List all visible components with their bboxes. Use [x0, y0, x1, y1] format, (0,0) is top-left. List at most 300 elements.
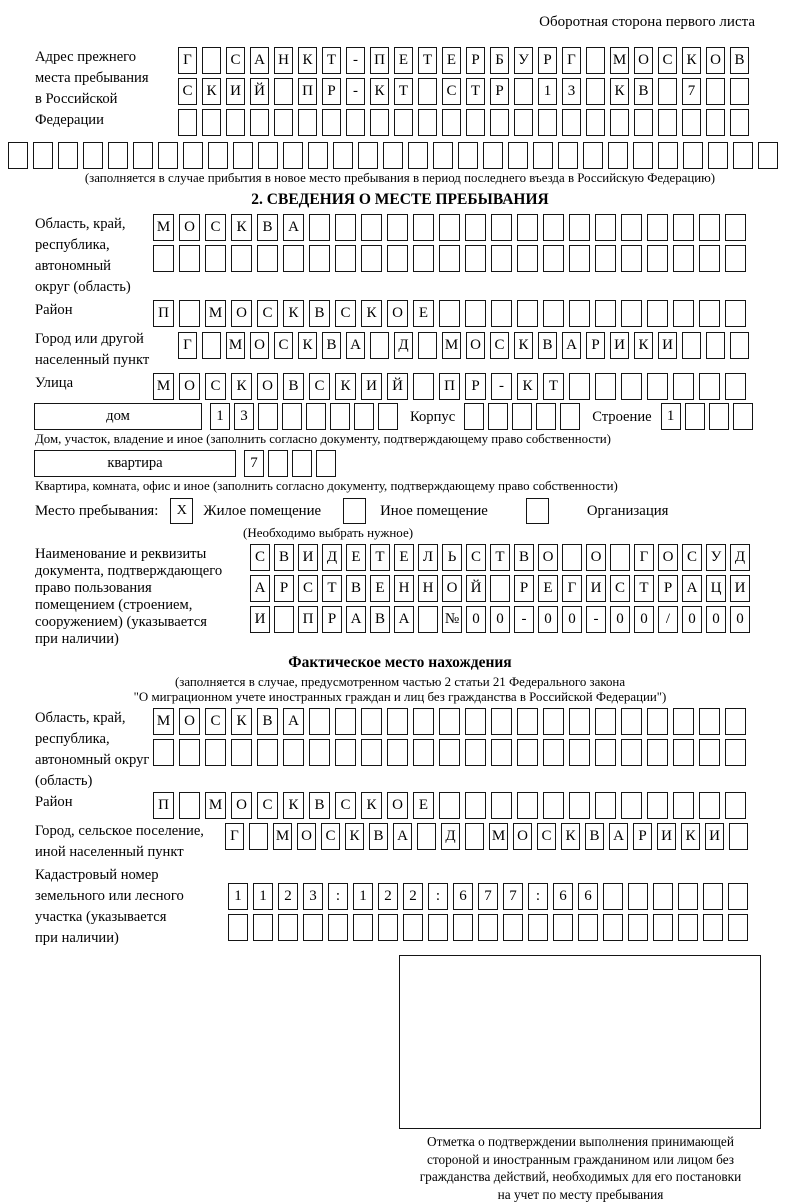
char-box[interactable] [733, 403, 753, 430]
char-box[interactable] [653, 883, 673, 910]
char-box[interactable] [621, 739, 642, 766]
char-box[interactable] [528, 914, 548, 941]
char-box[interactable]: О [658, 544, 678, 571]
char-box[interactable]: О [586, 544, 606, 571]
char-box[interactable] [8, 142, 28, 169]
char-box[interactable] [179, 245, 200, 272]
char-box[interactable]: С [257, 300, 278, 327]
char-box[interactable]: : [528, 883, 548, 910]
char-box[interactable] [586, 47, 605, 74]
char-box[interactable] [306, 403, 326, 430]
char-box[interactable]: К [231, 708, 252, 735]
char-box[interactable] [465, 300, 486, 327]
char-box[interactable] [488, 403, 508, 430]
char-box[interactable] [466, 109, 485, 136]
char-box[interactable]: 7 [244, 450, 264, 477]
char-box[interactable]: С [205, 708, 226, 735]
char-box[interactable] [685, 403, 705, 430]
char-box[interactable]: О [387, 792, 408, 819]
char-box[interactable] [453, 914, 473, 941]
char-box[interactable]: Е [538, 575, 558, 602]
char-box[interactable] [383, 142, 403, 169]
char-box[interactable]: Ь [442, 544, 462, 571]
char-box[interactable]: И [658, 332, 677, 359]
char-box[interactable]: С [442, 78, 461, 105]
char-box[interactable]: С [257, 792, 278, 819]
char-box[interactable]: Д [730, 544, 750, 571]
char-box[interactable] [439, 300, 460, 327]
char-box[interactable] [292, 450, 312, 477]
char-box[interactable]: Р [465, 373, 486, 400]
char-box[interactable] [725, 300, 746, 327]
char-box[interactable] [490, 109, 509, 136]
char-box[interactable]: А [682, 575, 702, 602]
char-box[interactable] [569, 245, 590, 272]
char-box[interactable]: М [205, 300, 226, 327]
char-box[interactable] [621, 245, 642, 272]
char-box[interactable] [413, 373, 434, 400]
char-box[interactable]: О [179, 373, 200, 400]
char-box[interactable] [458, 142, 478, 169]
char-box[interactable]: Й [250, 78, 269, 105]
char-box[interactable]: К [517, 373, 538, 400]
char-box[interactable] [442, 109, 461, 136]
char-box[interactable] [33, 142, 53, 169]
char-box[interactable] [517, 300, 538, 327]
char-box[interactable] [569, 300, 590, 327]
char-box[interactable]: Т [322, 575, 342, 602]
char-box[interactable]: М [489, 823, 508, 850]
char-box[interactable] [257, 245, 278, 272]
char-box[interactable] [728, 914, 748, 941]
char-box[interactable] [621, 373, 642, 400]
char-box[interactable] [673, 708, 694, 735]
char-box[interactable]: А [283, 708, 304, 735]
char-box[interactable] [183, 142, 203, 169]
char-box[interactable] [569, 739, 590, 766]
char-box[interactable] [543, 300, 564, 327]
char-box[interactable] [682, 109, 701, 136]
char-box[interactable] [158, 142, 178, 169]
char-box[interactable] [83, 142, 103, 169]
char-box[interactable]: Й [387, 373, 408, 400]
char-box[interactable] [491, 245, 512, 272]
char-box[interactable] [603, 883, 623, 910]
char-box[interactable] [610, 109, 629, 136]
char-box[interactable] [179, 792, 200, 819]
char-box[interactable]: С [298, 575, 318, 602]
char-box[interactable]: И [298, 544, 318, 571]
char-box[interactable]: Т [370, 544, 390, 571]
char-box[interactable] [335, 214, 356, 241]
char-box[interactable] [709, 403, 729, 430]
char-box[interactable] [725, 245, 746, 272]
char-box[interactable]: Е [413, 300, 434, 327]
char-box[interactable]: С [490, 332, 509, 359]
char-box[interactable] [439, 792, 460, 819]
char-box[interactable] [202, 109, 221, 136]
char-box[interactable] [543, 708, 564, 735]
char-box[interactable]: Р [466, 47, 485, 74]
char-box[interactable]: О [442, 575, 462, 602]
char-box[interactable] [283, 739, 304, 766]
char-box[interactable]: В [634, 78, 653, 105]
char-box[interactable] [647, 300, 668, 327]
char-box[interactable] [682, 332, 701, 359]
char-box[interactable]: М [205, 792, 226, 819]
char-box[interactable]: А [346, 332, 365, 359]
char-box[interactable]: К [361, 792, 382, 819]
char-box[interactable] [58, 142, 78, 169]
char-box[interactable] [418, 109, 437, 136]
char-box[interactable]: - [346, 78, 365, 105]
char-box[interactable]: Ц [706, 575, 726, 602]
char-box[interactable]: С [466, 544, 486, 571]
char-box[interactable]: Р [586, 332, 605, 359]
char-box[interactable] [433, 142, 453, 169]
char-box[interactable]: Р [514, 575, 534, 602]
char-box[interactable] [228, 914, 248, 941]
char-box[interactable]: 0 [562, 606, 582, 633]
char-box[interactable] [569, 373, 590, 400]
char-box[interactable]: 0 [730, 606, 750, 633]
char-box[interactable] [728, 883, 748, 910]
char-box[interactable]: Л [418, 544, 438, 571]
char-box[interactable]: А [250, 47, 269, 74]
char-box[interactable]: К [370, 78, 389, 105]
char-box[interactable] [517, 245, 538, 272]
char-box[interactable] [699, 708, 720, 735]
char-box[interactable] [543, 214, 564, 241]
char-box[interactable] [358, 142, 378, 169]
char-box[interactable] [465, 823, 484, 850]
char-box[interactable] [647, 792, 668, 819]
char-box[interactable] [508, 142, 528, 169]
char-box[interactable]: В [257, 214, 278, 241]
char-box[interactable]: В [283, 373, 304, 400]
char-box[interactable] [361, 708, 382, 735]
char-box[interactable]: М [153, 708, 174, 735]
char-box[interactable]: В [370, 606, 390, 633]
char-box[interactable] [610, 544, 630, 571]
char-box[interactable]: О [257, 373, 278, 400]
char-box[interactable] [621, 792, 642, 819]
char-box[interactable] [268, 450, 288, 477]
char-box[interactable] [608, 142, 628, 169]
char-box[interactable] [517, 708, 538, 735]
char-box[interactable]: 3 [234, 403, 254, 430]
char-box[interactable]: Т [418, 47, 437, 74]
char-box[interactable] [483, 142, 503, 169]
char-box[interactable]: Р [538, 47, 557, 74]
char-box[interactable]: И [705, 823, 724, 850]
char-box[interactable] [634, 109, 653, 136]
char-box[interactable] [316, 450, 336, 477]
apartment-type-box[interactable]: квартира [34, 450, 236, 477]
char-box[interactable]: П [153, 300, 174, 327]
char-box[interactable] [322, 109, 341, 136]
char-box[interactable] [464, 403, 484, 430]
char-box[interactable]: 2 [403, 883, 423, 910]
char-box[interactable]: А [609, 823, 628, 850]
char-box[interactable]: Е [394, 47, 413, 74]
char-box[interactable]: Т [543, 373, 564, 400]
char-box[interactable] [658, 109, 677, 136]
char-box[interactable] [309, 245, 330, 272]
char-box[interactable]: Н [274, 47, 293, 74]
char-box[interactable]: Й [466, 575, 486, 602]
char-box[interactable] [562, 109, 581, 136]
char-box[interactable] [543, 245, 564, 272]
char-box[interactable] [361, 245, 382, 272]
char-box[interactable] [378, 914, 398, 941]
char-box[interactable] [309, 214, 330, 241]
char-box[interactable]: А [346, 606, 366, 633]
char-box[interactable]: П [298, 78, 317, 105]
char-box[interactable]: К [298, 332, 317, 359]
char-box[interactable]: С [205, 214, 226, 241]
char-box[interactable]: 6 [553, 883, 573, 910]
char-box[interactable] [308, 142, 328, 169]
char-box[interactable] [586, 78, 605, 105]
char-box[interactable] [413, 214, 434, 241]
char-box[interactable] [231, 245, 252, 272]
char-box[interactable] [330, 403, 350, 430]
char-box[interactable]: К [298, 47, 317, 74]
char-box[interactable]: С [335, 300, 356, 327]
char-box[interactable]: Р [633, 823, 652, 850]
char-box[interactable] [560, 403, 580, 430]
char-box[interactable]: Р [322, 78, 341, 105]
char-box[interactable] [439, 739, 460, 766]
char-box[interactable] [413, 708, 434, 735]
char-box[interactable]: 7 [478, 883, 498, 910]
char-box[interactable]: И [361, 373, 382, 400]
char-box[interactable] [699, 739, 720, 766]
char-box[interactable] [491, 214, 512, 241]
char-box[interactable] [725, 739, 746, 766]
char-box[interactable] [673, 214, 694, 241]
char-box[interactable] [108, 142, 128, 169]
char-box[interactable]: Г [634, 544, 654, 571]
char-box[interactable]: Т [466, 78, 485, 105]
char-box[interactable] [258, 142, 278, 169]
char-box[interactable] [283, 245, 304, 272]
char-box[interactable]: Р [322, 606, 342, 633]
char-box[interactable]: М [153, 214, 174, 241]
char-box[interactable] [178, 109, 197, 136]
char-box[interactable]: 1 [253, 883, 273, 910]
char-box[interactable]: О [179, 214, 200, 241]
char-box[interactable]: В [369, 823, 388, 850]
char-box[interactable] [233, 142, 253, 169]
char-box[interactable] [621, 708, 642, 735]
char-box[interactable]: А [394, 606, 414, 633]
char-box[interactable] [250, 109, 269, 136]
char-box[interactable]: С [274, 332, 293, 359]
char-box[interactable] [202, 332, 221, 359]
char-box[interactable]: И [610, 332, 629, 359]
char-box[interactable] [335, 708, 356, 735]
char-box[interactable]: 0 [682, 606, 702, 633]
char-box[interactable] [586, 109, 605, 136]
char-box[interactable]: О [250, 332, 269, 359]
char-box[interactable]: Г [178, 332, 197, 359]
char-box[interactable] [283, 142, 303, 169]
char-box[interactable] [725, 708, 746, 735]
char-box[interactable] [725, 214, 746, 241]
char-box[interactable] [730, 109, 749, 136]
char-box[interactable]: К [202, 78, 221, 105]
char-box[interactable] [603, 914, 623, 941]
char-box[interactable]: Е [413, 792, 434, 819]
char-box[interactable] [558, 142, 578, 169]
char-box[interactable] [699, 373, 720, 400]
char-box[interactable]: 7 [503, 883, 523, 910]
char-box[interactable]: С [250, 544, 270, 571]
char-box[interactable]: С [658, 47, 677, 74]
char-box[interactable] [282, 403, 302, 430]
char-box[interactable]: С [682, 544, 702, 571]
char-box[interactable] [595, 792, 616, 819]
char-box[interactable]: А [250, 575, 270, 602]
char-box[interactable]: В [309, 792, 330, 819]
char-box[interactable] [465, 792, 486, 819]
char-box[interactable]: 3 [562, 78, 581, 105]
char-box[interactable] [517, 739, 538, 766]
char-box[interactable]: С [610, 575, 630, 602]
char-box[interactable]: С [226, 47, 245, 74]
char-box[interactable]: К [335, 373, 356, 400]
char-box[interactable]: И [730, 575, 750, 602]
char-box[interactable]: 6 [453, 883, 473, 910]
char-box[interactable]: 1 [353, 883, 373, 910]
char-box[interactable]: 1 [538, 78, 557, 105]
char-box[interactable]: 0 [610, 606, 630, 633]
char-box[interactable]: 0 [466, 606, 486, 633]
char-box[interactable] [309, 708, 330, 735]
char-box[interactable] [417, 823, 436, 850]
char-box[interactable]: М [442, 332, 461, 359]
char-box[interactable]: А [283, 214, 304, 241]
char-box[interactable] [708, 142, 728, 169]
checkbox-other-premises[interactable] [343, 498, 366, 524]
char-box[interactable]: О [297, 823, 316, 850]
char-box[interactable]: И [657, 823, 676, 850]
char-box[interactable] [703, 883, 723, 910]
char-box[interactable] [491, 739, 512, 766]
char-box[interactable] [258, 403, 278, 430]
char-box[interactable]: К [610, 78, 629, 105]
char-box[interactable] [208, 142, 228, 169]
char-box[interactable]: К [283, 792, 304, 819]
char-box[interactable]: К [345, 823, 364, 850]
char-box[interactable]: С [205, 373, 226, 400]
char-box[interactable] [729, 823, 748, 850]
char-box[interactable] [298, 109, 317, 136]
char-box[interactable] [353, 914, 373, 941]
char-box[interactable]: О [706, 47, 725, 74]
char-box[interactable]: К [682, 47, 701, 74]
char-box[interactable] [226, 109, 245, 136]
char-box[interactable]: Г [562, 47, 581, 74]
char-box[interactable]: № [442, 606, 462, 633]
char-box[interactable]: 0 [490, 606, 510, 633]
char-box[interactable] [658, 142, 678, 169]
char-box[interactable]: Д [441, 823, 460, 850]
char-box[interactable] [202, 47, 221, 74]
char-box[interactable]: 3 [303, 883, 323, 910]
char-box[interactable]: М [610, 47, 629, 74]
char-box[interactable]: Д [394, 332, 413, 359]
char-box[interactable] [569, 214, 590, 241]
char-box[interactable] [418, 606, 438, 633]
char-box[interactable] [517, 214, 538, 241]
char-box[interactable] [621, 214, 642, 241]
char-box[interactable]: В [730, 47, 749, 74]
char-box[interactable]: 2 [378, 883, 398, 910]
char-box[interactable]: В [538, 332, 557, 359]
char-box[interactable] [699, 245, 720, 272]
char-box[interactable]: Г [225, 823, 244, 850]
char-box[interactable]: В [274, 544, 294, 571]
char-box[interactable]: А [393, 823, 412, 850]
char-box[interactable]: П [370, 47, 389, 74]
char-box[interactable] [328, 914, 348, 941]
char-box[interactable]: М [273, 823, 292, 850]
char-box[interactable]: К [231, 214, 252, 241]
checkbox-organization[interactable] [526, 498, 549, 524]
char-box[interactable]: 0 [634, 606, 654, 633]
char-box[interactable] [153, 739, 174, 766]
char-box[interactable] [387, 214, 408, 241]
char-box[interactable] [428, 914, 448, 941]
char-box[interactable] [569, 792, 590, 819]
char-box[interactable] [387, 739, 408, 766]
char-box[interactable]: Д [322, 544, 342, 571]
char-box[interactable] [231, 739, 252, 766]
char-box[interactable] [678, 883, 698, 910]
char-box[interactable] [543, 739, 564, 766]
char-box[interactable]: О [513, 823, 532, 850]
char-box[interactable] [536, 403, 556, 430]
char-box[interactable]: Г [562, 575, 582, 602]
char-box[interactable] [595, 739, 616, 766]
char-box[interactable]: О [538, 544, 558, 571]
char-box[interactable]: В [322, 332, 341, 359]
char-box[interactable] [249, 823, 268, 850]
char-box[interactable]: И [250, 606, 270, 633]
char-box[interactable] [413, 245, 434, 272]
char-box[interactable] [562, 544, 582, 571]
char-box[interactable] [647, 373, 668, 400]
char-box[interactable]: В [309, 300, 330, 327]
char-box[interactable] [439, 214, 460, 241]
char-box[interactable]: П [153, 792, 174, 819]
char-box[interactable]: М [153, 373, 174, 400]
char-box[interactable]: 6 [578, 883, 598, 910]
char-box[interactable]: 0 [538, 606, 558, 633]
char-box[interactable] [583, 142, 603, 169]
char-box[interactable] [274, 606, 294, 633]
char-box[interactable] [647, 708, 668, 735]
char-box[interactable] [333, 142, 353, 169]
char-box[interactable] [179, 739, 200, 766]
char-box[interactable] [706, 78, 725, 105]
char-box[interactable] [179, 300, 200, 327]
char-box[interactable] [678, 914, 698, 941]
char-box[interactable]: О [231, 300, 252, 327]
